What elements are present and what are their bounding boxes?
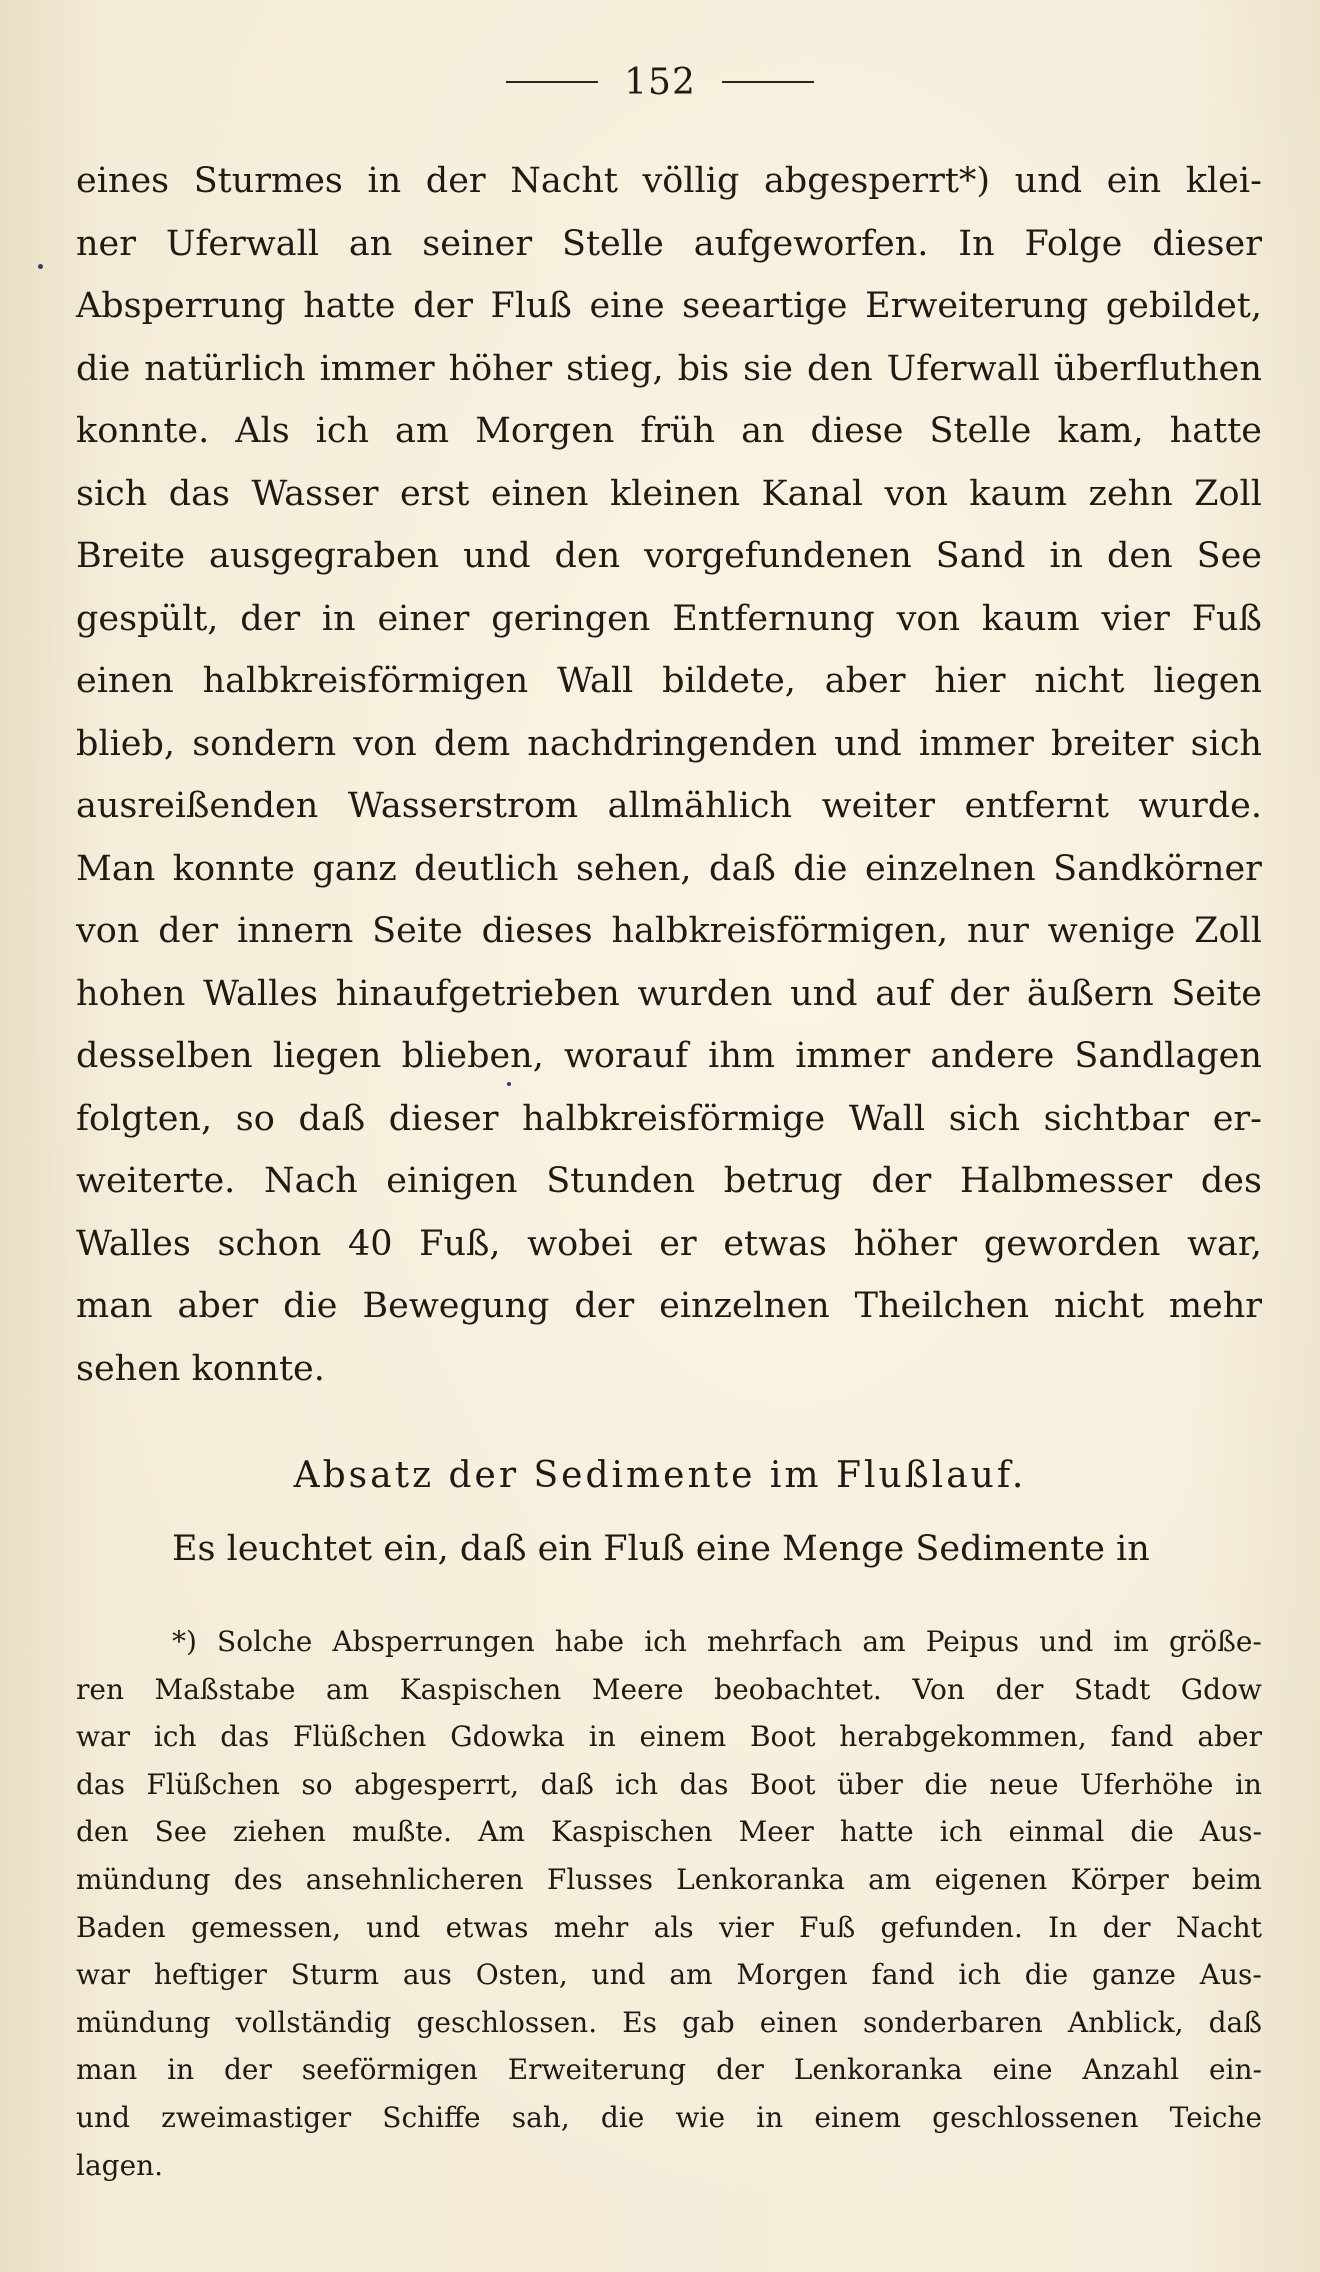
text-line: das Flüßchen so abgesperrt, daß ich das Boot über die neue Uferhöhe in <box>76 1767 1262 1801</box>
text-line: Man konnte ganz deutlich sehen, daß die einzelnen Sandkörner <box>76 848 1262 889</box>
text-line: und zweimastiger Schiffe sah, die wie in einem geschlossenen Teiche <box>76 2100 1262 2134</box>
text-line: folgten, so daß dieser halbkreisförmige Wall sich sichtbar er- <box>76 1098 1262 1139</box>
text-line: einen halbkreisförmigen Wall bildete, aber hier nicht liegen <box>76 661 1262 701</box>
text-line: war heftiger Sturm aus Osten, und am Morgen fand ich die ganze Aus- <box>76 1958 1262 1992</box>
text-line: man in der seeförmigen Erweiterung der Lenkoranka eine Anzahl ein- <box>76 2053 1262 2087</box>
text-line: von der innern Seite dieses halbkreisförmigen, nur wenige Zoll <box>76 911 1262 951</box>
text-line: Es leuchtet ein, daß ein Fluß eine Menge Sedimente in <box>172 1529 1150 1569</box>
text-line: sehen konnte. <box>76 1348 325 1389</box>
text-line: gespült, der in einer geringen Entfernung von kaum vier Fuß <box>76 598 1262 639</box>
text-line: mündung vollständig geschlossen. Es gab einen sonderbaren Anblick, daß <box>76 2005 1262 2039</box>
text-line: *) Solche Absperrungen habe ich mehrfach am Peipus und im größe- <box>172 1625 1262 1658</box>
page-header <box>0 52 1320 112</box>
text-line: hohen Walles hinaufgetrieben wurden und auf der äußern Seite <box>76 973 1262 1014</box>
header-rule-right <box>722 81 814 83</box>
text-line: man aber die Bewegung der einzelnen Theilchen nicht mehr <box>76 1286 1262 1326</box>
text-line: eines Sturmes in der Nacht völlig abgesperrt*) und ein klei- <box>76 161 1262 201</box>
text-line: Absperrung hatte der Fluß eine seeartige Erweiterung gebildet, <box>76 286 1262 326</box>
text-line: Baden gemessen, und etwas mehr als vier Fuß gefunden. In der Nacht <box>76 1910 1262 1944</box>
text-line: Breite ausgegraben und den vorgefundenen Sand in den See <box>76 536 1262 576</box>
text-line: die natürlich immer höher stieg, bis sie den Uferwall überfluthen <box>76 348 1262 389</box>
main-paragraph <box>76 150 1262 1400</box>
text-line: konnte. Als ich am Morgen früh an diese Stelle kam, hatte <box>76 411 1262 451</box>
text-line: blieb, sondern von dem nachdringenden und immer breiter sich <box>76 723 1262 764</box>
text-line: ausreißenden Wasserstrom allmählich weiter entfernt wurde. <box>76 786 1262 826</box>
second-paragraph <box>76 1518 1262 1581</box>
page-number: 152 <box>624 61 696 103</box>
ink-speck <box>38 264 43 269</box>
text-line: Walles schon 40 Fuß, wobei er etwas höher geworden war, <box>76 1223 1262 1264</box>
ink-speck <box>507 1082 511 1086</box>
section-heading: Absatz der Sedimente im Flußlauf. <box>293 1455 1027 1496</box>
text-line: weiterte. Nach einigen Stunden betrug der Halbmesser des <box>76 1161 1262 1201</box>
header-rule-left <box>506 81 598 83</box>
text-line: war ich das Flüßchen Gdowka in einem Boot herabgekommen, fand aber <box>76 1720 1262 1754</box>
text-line: ren Maßstabe am Kaspischen Meere beobachtet. Von der Stadt Gdow <box>76 1672 1262 1706</box>
text-line: mündung des ansehnlicheren Flusses Lenkoranka am eigenen Körper beim <box>76 1862 1262 1896</box>
text-line: ner Uferwall an seiner Stelle aufgeworfen. In Folge dieser <box>76 223 1262 264</box>
text-line: den See ziehen mußte. Am Kaspischen Meer hatte ich einmal die Aus- <box>76 1815 1262 1849</box>
footnote <box>76 1618 1262 2189</box>
text-line: lagen. <box>76 2148 164 2182</box>
text-line: desselben liegen blieben, worauf ihm immer andere Sandlagen <box>76 1036 1262 1076</box>
text-line: sich das Wasser erst einen kleinen Kanal von kaum zehn Zoll <box>76 473 1262 514</box>
